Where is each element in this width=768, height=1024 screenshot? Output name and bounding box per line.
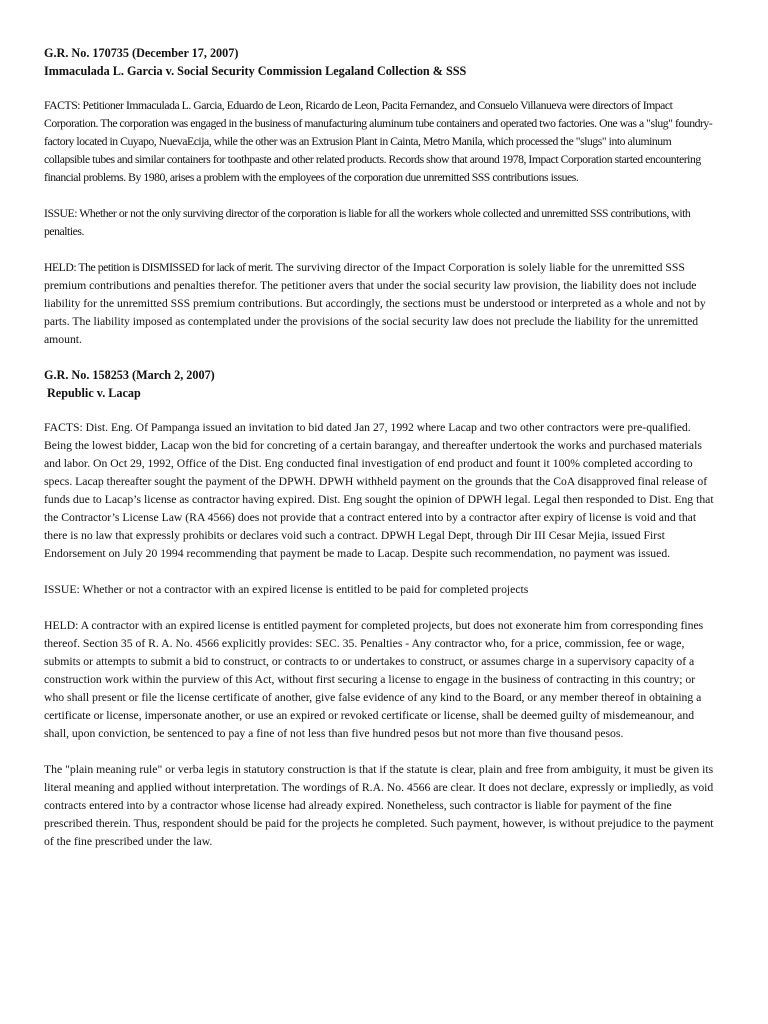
- case-1-held: [44, 259, 716, 349]
- case-2-facts: FACTS: Dist. Eng. Of Pampanga issued an invitation to bid dated Jan 27, 1992 where Lacap and two other contractors were pre-qualified. Being the lowest bidder, Lacap won the bid for concreting of a certain barangay, and thereafter undertook the works and purchased materials and labor. On Oct 29, 1992, Office of the Dist. Eng conducted final investigation of end product and fount it 100% completed according to specs. Lacap thereafter sought the payment of the DPWH. DPWH withheld payment on the grounds that the CoA disapproved final release of funds due to Lacap’s license as contractor having expired. Dist. Eng sought the opinion of DPWH legal. Legal then responded to Dist. Eng that the Contractor’s License Law (RA 4566) does not provide that a contract entered into by a contractor after expiry of license is void and that there is no law that expressly prohibits or declares void such a contract. DPWH Legal Dept, through Dir III Cesar Mejia, issued First Endorsement on July 20 1994 recommending that payment be made to Lacap. Despite such recommendation, no payment was issued.: [44, 421, 714, 560]
- case-2-issue: ISSUE: Whether or not a contractor with an expired license is entitled to be paid for completed projects: [44, 583, 529, 596]
- case-1-held-rest: The surviving director of the Impact Corporation is solely liable for the unremitted SSS premium contributions and penalties therefor. The petitioner avers that under the social security law provision, the liability does not include liability for the unremitted SSS premium contributions. But accordingly, the sections must be understood or interpreted as a whole and not by parts. The liability imposed as contemplated under the provisions of the social security law does not preclude the liability for the unremitted amount.: [44, 261, 706, 346]
- case-2-number: G.R. No. 158253 (March 2, 2007): [44, 368, 215, 382]
- case-1-held-lead: HELD: The petition is DISMISSED for lack of merit.: [44, 261, 273, 274]
- case-1-issue: ISSUE: Whether or not the only surviving director of the corporation is liable for all the workers whole collected and unremitted SSS contributions, with penalties.: [44, 207, 691, 238]
- case-1: [44, 44, 716, 349]
- case-1-title: Immaculada L. Garcia v. Social Security Commission Legaland Collection & SSS: [44, 64, 467, 78]
- case-1-facts: FACTS: Petitioner Immaculada L. Garcia, Eduardo de Leon, Ricardo de Leon, Pacita Fernandez, and Consuelo Villanueva were directors of Impact Corporation. The corporation was engaged in the business of manufacturing aluminum tube containers and operated two factories. One was a "slug" foundry-factory located in Cuyapo, NuevaEcija, while the other was an Extrusion Plant in Cainta, Metro Manila, which processed the "slugs" into aluminum collapsible tubes and similar containers for toothpaste and other related products. Records show that around 1978, Impact Corporation started encountering financial problems. By 1980, arises a problem with the employees of the corporation due unremitted SSS contributions issues.: [44, 99, 713, 184]
- case-2-plain-meaning: The "plain meaning rule" or verba legis in statutory construction is that if the statute is clear, plain and free from ambiguity, it must be given its literal meaning and applied without interpretation. The wordings of R.A. No. 4566 are clear. It does not declare, expressly or impliedly, as void contracts entered into by a contractor whose license had already expired. Nonetheless, such contractor is liable for payment of the fine prescribed therein. Thus, respondent should be paid for the projects he completed. Such payment, however, is without prejudice to the payment of the fine prescribed under the law.: [44, 763, 714, 848]
- case-2-title: Republic v. Lacap: [47, 386, 141, 400]
- case-2-held: HELD: A contractor with an expired license is entitled payment for completed projects, but does not exonerate him from corresponding fines thereof. Section 35 of R. A. No. 4566 explicitly provides: SEC. 35. Penalties - Any contractor who, for a price, commission, fee or wage, submits or attempts to submit a bid to construct, or contracts to or undertakes to construct, or assumes charge in a supervisory capacity of a construction work within the purview of this Act, without first securing a license to engage in the business of contracting in this country; or who shall present or file the license certificate of another, give false evidence of any kind to the Board, or any member thereof in obtaining a certificate or license, impersonate another, or use an expired or revoked certificate or license, shall be deemed guilty of misdemeanour, and shall, upon conviction, be sentenced to pay a fine of not less than five hundred pesos but not more than five thousand pesos.: [44, 619, 704, 740]
- case-1-number: G.R. No. 170735 (December 17, 2007): [44, 46, 239, 60]
- case-2: [44, 366, 716, 851]
